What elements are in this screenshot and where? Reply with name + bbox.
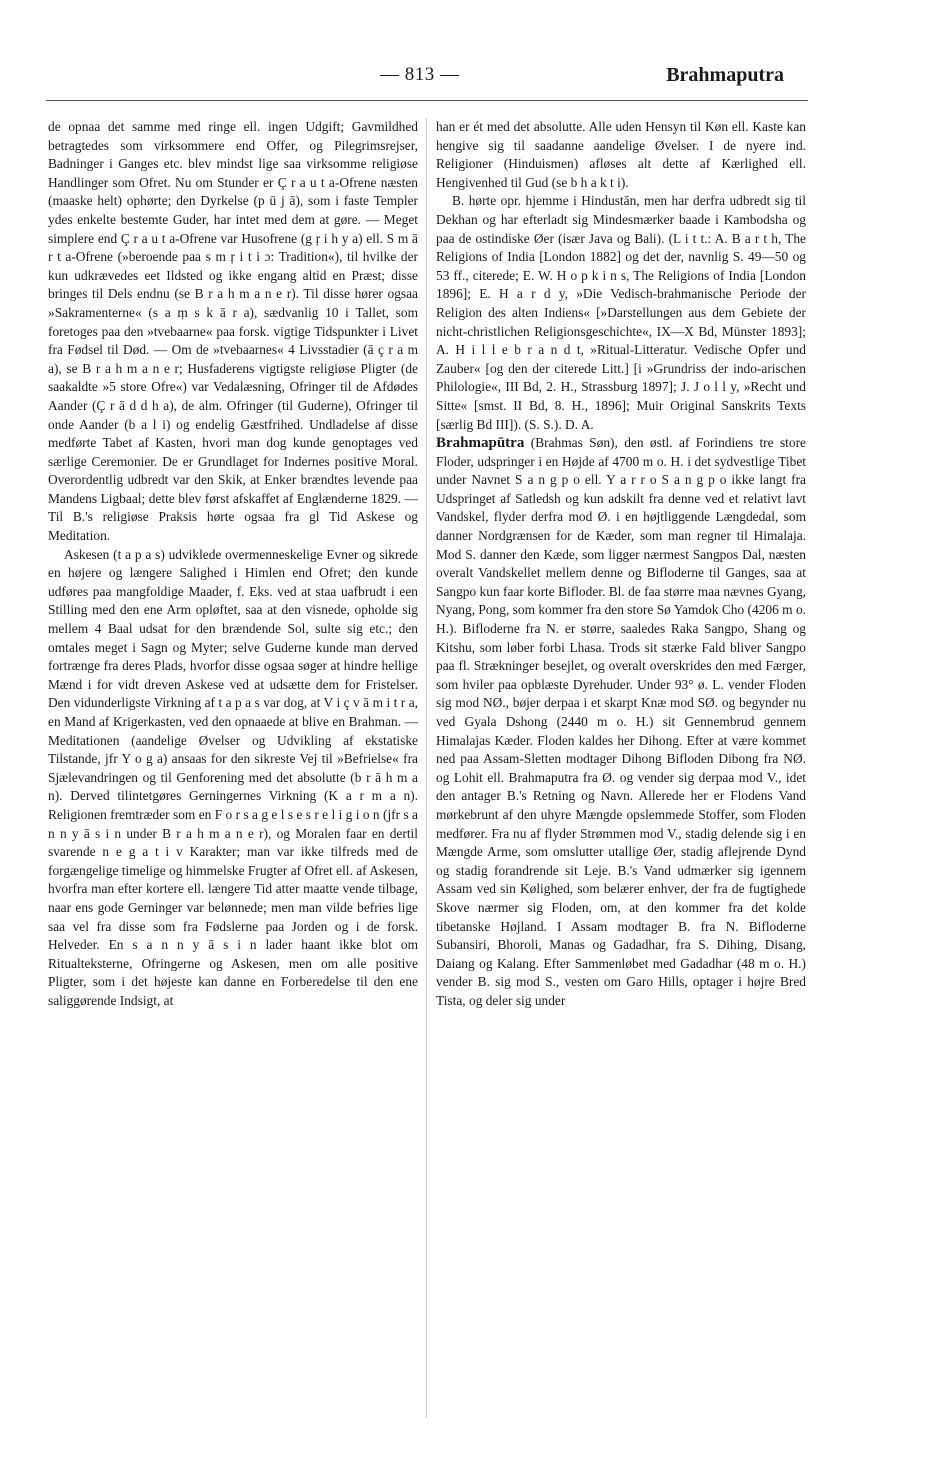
entry-brahmaputra <box>436 434 806 1010</box>
page-number: — 813 — <box>380 64 460 85</box>
header-rule <box>46 100 808 101</box>
page-header <box>0 60 928 96</box>
entry-body: (Brahmas Søn), den østl. af Forindiens tre store Floder, udspringer i en Højde af 4700 m o. H. i det sydvestlige Tibet under Navnet S a n g p o ell. Y a r r o S a n g p o ikke langt fra Udspringet af Satledsh og kun adskilt fra denne ved et relativt lavt Vandskel, flyder derfra mod Ø. i en højtliggende Længdedal, som danner Nordgrænsen for de Kæder, som man regner til Himalaja. Mod S. danner den Kæde, som ligger nærmest Sangpos Dal, næsten overalt Vandskellet mellem denne og Bifloderne til Ganges, saa at Sangpo kun faar korte Bifloder. Bl. de faa større maa nævnes Gyang, Nyang, Pong, som kommer fra den store Sø Yamdok Cho (4206 m o. H.). Bifloderne fra N. er større, saaledes Raka Sangpo, Shang og Kitshu, som løber forbi Lhasa. Trods sit stærke Fald bliver Sangpo paa fl. Strækninger besejlet, og overalt overskrides den med Færger, som hviler paa opblæste Dyrehuder. Under 93° ø. L. vender Floden sig mod NØ., bøjer derpaa i et skarpt Knæ mod SØ. og begynder nu ved Gyala Dshong (2440 m o. H.) sit Gennembrud gennem Himalajas Kæder. Floden kaldes her Dihong. Efter at være kommet ned paa Assam-Sletten modtager Dihong Bifloden Dibong fra NØ. og Lohit ell. Brahmaputra fra Ø. og vender sig derpaa mod V., idet den antager B.'s Retning og Navn. Allerede her er Flodens Vand mørkebrunt af den uhyre Mængde opslemmede Stoffer, som Floden medfører. Fra nu af flyder Strømmen mod V., stadig delende sig i en Mængde Arme, som omslutter utallige Øer, stadig aflejrende Dynd og stadig forandrende sit Leje. B.'s Vand udmærker sig igennem Assam ved sin Kølighed, som belærer enhver, der fra de fugtighede Skove nærmer sig Floden, om, at den kommer fra det kolde tibetanske Højland. I Assam modtager B. fra N. Bifloderne Subansiri, Bhoroli, Manas og Gadadhar, fra S. Dihing, Disang, Daiang og Kalang. Efter Sammenløbet med Gadadhar (48 m o. H.) vender B. sig mod S., vesten om Garo Hills, optager i højre Bred Tista, og deler sig under <box>436 435 806 1008</box>
left-column <box>48 118 418 1011</box>
left-paragraph-2: Askesen (t a p a s) udviklede overmenneskelige Evner og sikrede en højere og længere Salighed i Himlen end Ofret; den kunde udføres paa mangfoldige Maader, f. Eks. ved at staa uafbrudt i een Stilling med den ene Arm opløftet, saa at den visnede, opholde sig mellem 4 Baal udsat for den brændende Sol, sulte sig etc.; den omtales meget i Sagn og Myter; selve Guderne kunde man derved fortrænge fra deres Plads, hvorfor disse ogsaa søger at hindre hellige Mænd i for vidt dreven Askese ved at udsætte dem for Fristelser. Den vidunderligste Virkning af t a p a s var dog, at V i ç v ā m i t r a, en Mand af Krigerkasten, ved den opnaaede at blive en Brahman. — Meditationen (aandelige Øvelser og Udvikling af ekstatiske Tilstande, jfr Y o g a) ansaas for den sikreste Vej til »Befrielse« fra Sjælevandringen og til Genforening med det absolutte (b r ā h m a n). Derved tilintetgøres Gerningernes Virkning (K a r m a n). Religionen fremtræder som en F o r s a g e l s e s r e l i g i o n (jfr s a n n y ā s i n under B r a h m a n e r), og Moralen faar en dertil svarende n e g a t i v Karakter; man var ikke tilfreds med de forgængelige timelige og himmelske Frugter af Ofret ell. af Askesen, hvorfra man efter kortere ell. længere Tid atter maatte vende tilbage, naar ens gode Gerninger var belønnede; men man vilde befries lige saa vel fra disse som fra Fødslerne paa Jorden og i de forsk. Helveder. En s a n n y ā s i n lader haant ikke blot om Ritualteksterne, Ofringerne og Askesen, men om alle positive Pligter, som i det højeste kan danne en Forberedelse til den ene saliggørende Indsigt, at <box>48 546 418 1008</box>
right-continuation: han er ét med det absolutte. Alle uden Hensyn til Køn ell. Kaste kan hengive sig til saadanne aandelige Øvelser. I de nyere ind. Religioner (Hinduismen) afløses alt dette af Kærlighed ell. Hengivenhed til Gud (se b h a k t i). <box>436 119 806 190</box>
left-paragraph-1: de opnaa det samme med ringe ell. ingen Udgift; Gavmildhed betragtedes som virksommere end Offer, og Pilegrimsrejser, Badninger i Ganges etc. blev mindst lige saa virksomme religiøse Handlinger som Ofret. Nu om Stunder er Ç r a u t a-Ofrene næsten (maaske helt) ophørte; den Dyrkelse (p ū j ā), som i faste Templer ydes enkelte bestemte Guder, har intet med dem at gøre. — Meget simplere end Ç r a u t a-Ofrene var Husofrene (g ŗ i h y a) ell. S m ā r t a-Ofrene (»beroende paa s m ŗ i t i ɔ: Tradition«), til hvilke der kun udkrævedes eet Ildsted og ikke engang altid en Præst; disse bringes til Dels endnu (se B r a h m a n e r). Til disse hører ogsaa »Sakramenterne« (s a ṃ s k ā r a), sædvanlig 10 i Tallet, som foretoges paa den »tvebaarne« paa forsk. vigtige Tidspunkter i Livet fra Fødsel til Død. — Om de »tvebaarnes« 4 Livsstadier (ā ç r a m a), se B r a h m a n e r; Husfaderens vigtigste religiøse Pligter (de saakaldte »5 store Ofre«) var Vedalæsning, Ofringer til de Afdødes Aander (Ç r ā d d h a), de alm. Ofringer (til Guderne), Ofringer til onde Aander (b a l i) og endelig Gæstfrihed. Undladelse af disse medførte Tabet af Kasten, hvori man dog kunde genoptages ved særlige Ceremonier. De er Grundlaget for Indernes positive Moral. Overordentlig udbredt var den Skik, at Enker brændtes levende paa Mandens Ligbaal; dette blev først afskaffet af Englænderne 1829. — Til B.'s religiøse Praksis hørte ogsaa fra gl Tid Askese og Meditation. <box>48 119 418 544</box>
right-paragraph-2: B. hørte opr. hjemme i Hindustān, men har derfra udbredt sig til Dekhan og har efterladt sig Mindesmærker baade i Kambodsha og paa de ostindiske Øer (især Java og Bali). (L i t t.: A. B a r t h, The Religions of India [London 1882] og det der, navnlig S. 49—50 og 53 ff., citerede; E. W. H o p k i n s, The Religions of India [London 1896]; E. H a r d y, »Die Vedisch-brahmanische Periode der Religion des alten Indiens« [»Darstellungen aus dem Gebiete der nicht-christlichen Religionsgeschichte«, IX—X Bd, Münster 1893]; A. H i l l e b r a n d t, »Ritual-Litteratur. Vedische Opfer und Zauber« [og den der citerede Litt.] [i »Grundriss der indo-arischen Philologie«, III Bd, 2. H., Strassburg 1897]; J. J o l l y, »Recht und Sitte« [smst. II Bd, 8. H., 1896]; Muir Original Sanskrits Texts [særlig Bd III]). (S. S.). D. A. <box>436 193 806 432</box>
running-head: Brahmaputra <box>666 64 784 86</box>
right-column <box>436 118 806 1011</box>
entry-headword: Brahmapūtra <box>436 435 525 452</box>
column-divider <box>426 118 427 1418</box>
